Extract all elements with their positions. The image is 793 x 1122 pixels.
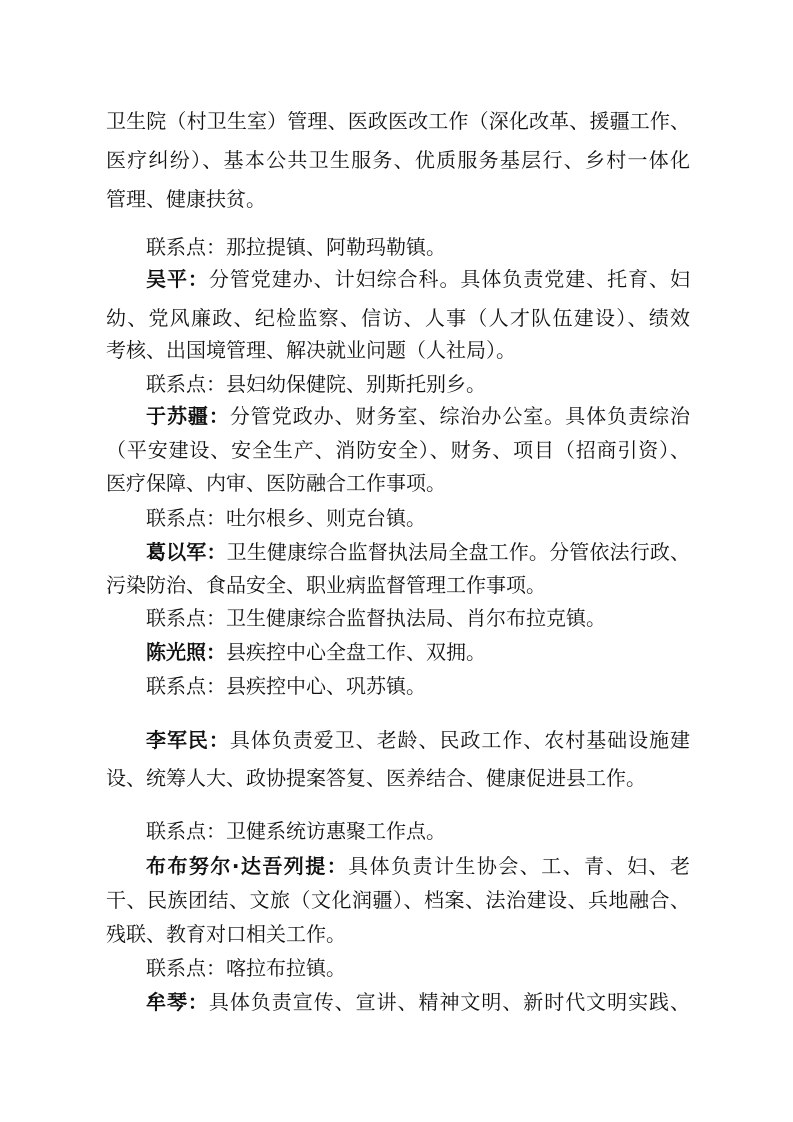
wu-ping-name: 吴平：: [146, 267, 209, 291]
intro-line-2: 医疗纠纷）、基本公共卫生服务、优质服务基层行、乡村一体化: [106, 148, 690, 172]
ge-yijun-duties-1: 卫生健康综合监督执法局全盘工作。分管依法行政、: [226, 540, 691, 564]
mou-qin-duties-1: 具体负责宣传、宣讲、精神文明、新时代文明实践、: [208, 990, 691, 1014]
bubunuer-name: 布布努尔·达吾列提：: [146, 854, 349, 878]
ge-yijun-line-1: [146, 540, 690, 564]
li-junmin-line-1: [146, 728, 690, 752]
contact-point-7: 联系点：喀拉布拉镇。: [146, 956, 346, 980]
yu-sujiang-line-1: [146, 404, 690, 428]
contact-point-1: 联系点：那拉提镇、阿勒玛勒镇。: [146, 235, 446, 259]
intro-line-3: 管理、健康扶贫。: [106, 187, 266, 211]
bubunuer-line-1: [146, 854, 690, 878]
chen-guangzhao-duties-1: 县疾控中心全盘工作、双拥。: [226, 640, 486, 664]
yu-sujiang-name: 于苏疆：: [146, 404, 230, 428]
li-junmin-line-2: 设、统筹人大、政协提案答复、医养结合、健康促进县工作。: [106, 766, 646, 790]
contact-point-5: 联系点：县疾控中心、巩苏镇。: [146, 674, 426, 698]
intro-line-1: 卫生院（村卫生室）管理、医政医改工作（深化改革、援疆工作、: [106, 109, 690, 133]
yu-sujiang-line-3: 医疗保障、内审、医防融合工作事项。: [106, 471, 446, 495]
li-junmin-duties-1: 具体负责爱卫、老龄、民政工作、农村基础设施建: [229, 728, 691, 752]
wu-ping-line-2: 幼、党风廉政、纪检监察、信访、人事（人才队伍建设）、绩效: [106, 306, 690, 330]
contact-point-2: 联系点：县妇幼保健院、别斯托别乡。: [146, 372, 486, 396]
mou-qin-name: 牟琴：: [146, 990, 209, 1014]
bubunuer-line-2: 干、民族团结、文旅（文化润疆）、档案、法治建设、兵地融合、: [106, 888, 690, 912]
chen-guangzhao-line-1: [146, 640, 486, 664]
chen-guangzhao-name: 陈光照：: [146, 640, 226, 664]
li-junmin-name: 李军民：: [146, 728, 230, 752]
wu-ping-line-3: 考核、出国境管理、解决就业问题（人社局）。: [106, 338, 516, 362]
yu-sujiang-line-2: （平安建设、安全生产、消防安全）、财务、项目（招商引资）、: [106, 438, 690, 462]
wu-ping-duties-1: 分管党建办、计妇综合科。具体负责党建、托育、妇: [208, 267, 691, 291]
mou-qin-line-1: [146, 990, 690, 1014]
contact-point-6: 联系点：卫健系统访惠聚工作点。: [146, 819, 446, 843]
contact-point-3: 联系点：吐尔根乡、则克台镇。: [146, 506, 426, 530]
yu-sujiang-duties-1: 分管党政办、财务室、综治办公室。具体负责综治: [229, 404, 691, 428]
ge-yijun-name: 葛以军：: [146, 540, 227, 564]
bubunuer-line-3: 残联、教育对口相关工作。: [106, 922, 346, 946]
contact-point-4: 联系点：卫生健康综合监督执法局、肖尔布拉克镇。: [146, 606, 606, 630]
ge-yijun-line-2: 污染防治、食品安全、职业病监督管理工作事项。: [106, 573, 546, 597]
bubunuer-duties-1: 具体负责计生协会、工、青、妇、老: [348, 854, 690, 878]
wu-ping-line-1: [146, 267, 690, 291]
